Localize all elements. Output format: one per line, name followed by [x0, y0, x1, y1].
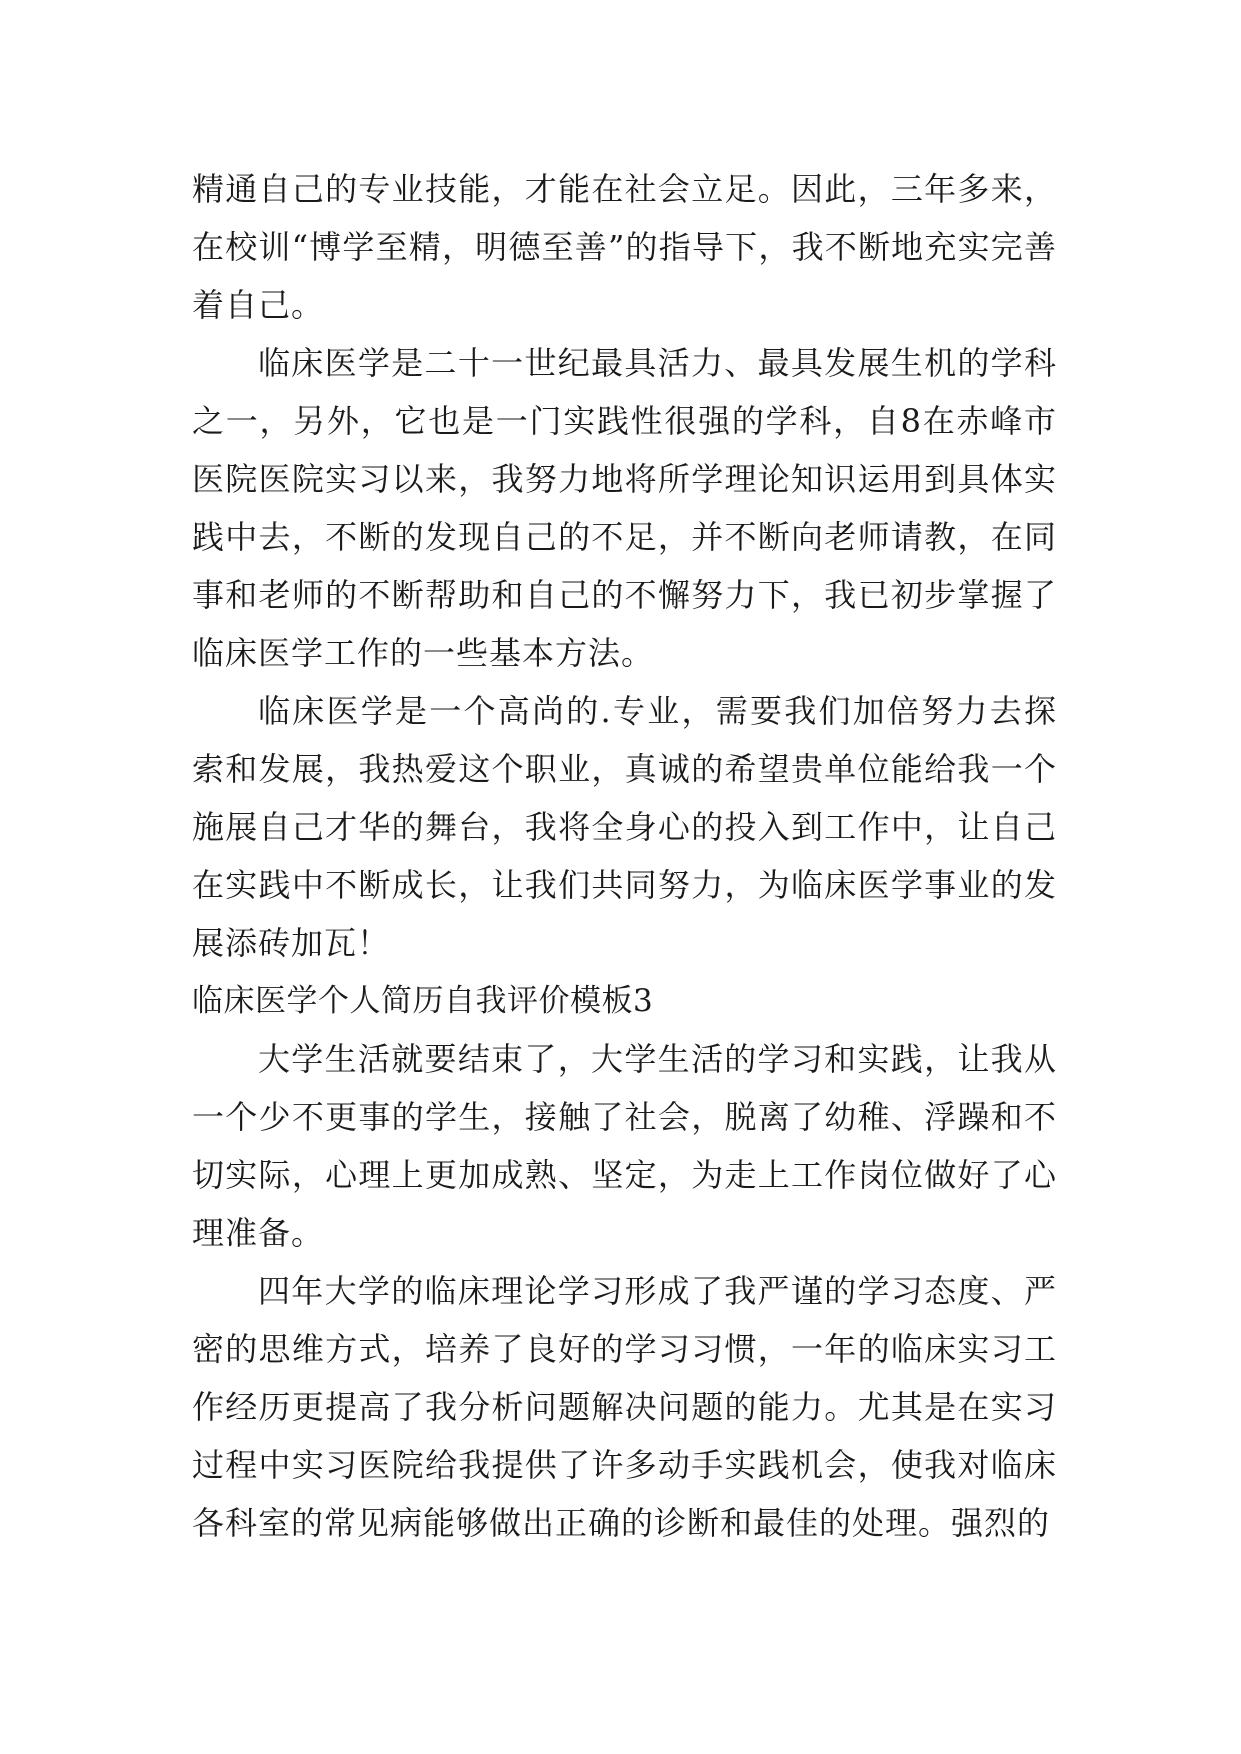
document-body	[192, 160, 1057, 1552]
paragraph-continued: 精通自己的专业技能，才能在社会立足。因此，三年多来，在校训“博学至精，明德至善”的指导下，我不断地充实完善着自己。	[192, 170, 1057, 324]
paragraph-four-years-study: 四年大学的临床理论学习形成了我严谨的学习态度、严密的思维方式，培养了良好的学习习惯，一年的临床实习工作经历更提高了我分析问题解决问题的能力。尤其是在实习过程中实习医院给我提供了许多动手实践机会，使我对临床各科室的常见病能够做出正确的诊断和最佳的处理。强烈的	[192, 1272, 1057, 1542]
section-heading-template-3: 临床医学个人简历自我评价模板3	[192, 983, 654, 1019]
paragraph-clinical-medicine-intro: 临床医学是二十一世纪最具活力、最具发展生机的学科之一，另外，它也是一门实践性很强的学科，自8在赤峰市医院医院实习以来，我努力地将所学理论知识运用到具体实践中去，不断的发现自己的不足，并不断向老师请教，在同事和老师的不断帮助和自己的不懈努力下，我已初步掌握了临床医学工作的一些基本方法。	[192, 344, 1057, 672]
paragraph-university-life: 大学生活就要结束了，大学生活的学习和实践，让我从一个少不更事的学生，接触了社会，脱离了幼稚、浮躁和不切实际，心理上更加成熟、坚定，为走上工作岗位做好了心理准备。	[192, 1040, 1057, 1252]
paragraph-career-aspiration: 临床医学是一个高尚的.专业，需要我们加倍努力去探索和发展，我热爱这个职业，真诚的希望贵单位能给我一个施展自己才华的舞台，我将全身心的投入到工作中，让自己在实践中不断成长，让我们共同努力，为临床医学事业的发展添砖加瓦！	[192, 692, 1057, 962]
